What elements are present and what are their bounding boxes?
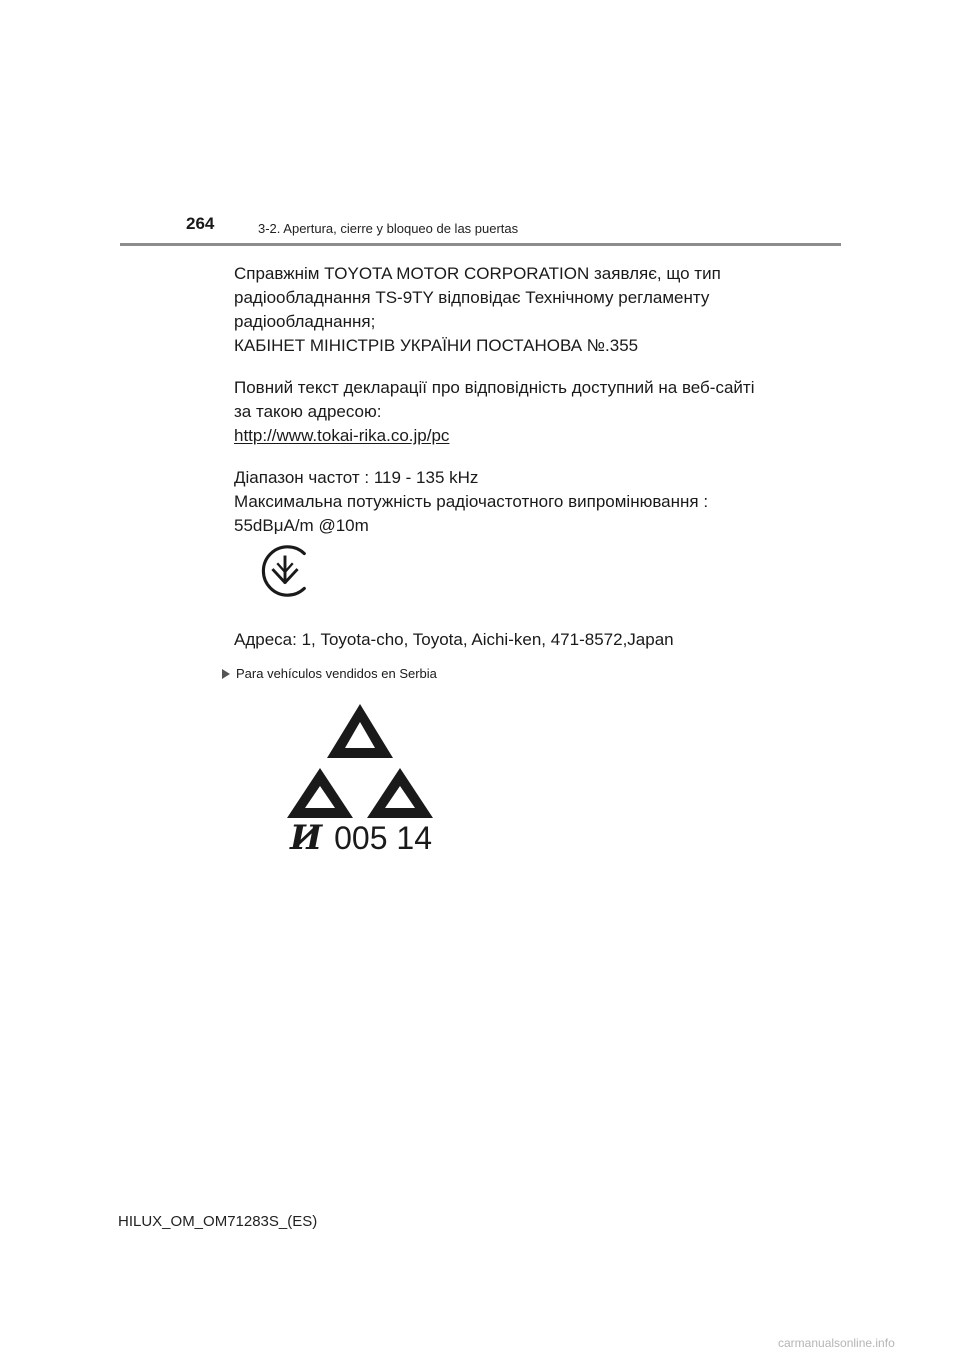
serbia-conformity-triangles-icon <box>284 702 436 820</box>
bullet-triangle-icon <box>222 669 230 679</box>
declaration-url-link[interactable]: http://www.tokai-rika.co.jp/pc <box>234 426 450 445</box>
declaration-line: Максимальна потужність радіочастотного випромінювання : <box>234 492 709 511</box>
address-line: Адреса: 1, Toyota-cho, Toyota, Aichi-ken, 471-8572,Japan <box>234 630 674 649</box>
ukraine-conformity-mark-icon <box>256 542 314 600</box>
document-code: HILUX_OM_OM71283S_(ES) <box>118 1213 318 1230</box>
declaration-paragraph-3 <box>234 466 708 538</box>
serbia-bullet-label: Para vehículos vendidos en Serbia <box>236 666 437 681</box>
serbia-approval-letter: И <box>290 818 323 858</box>
declaration-line: КАБІНЕТ МІНІСТРІВ УКРАЇНИ ПОСТАНОВА №.355 <box>234 336 639 355</box>
declaration-paragraph-2 <box>234 376 754 448</box>
serbia-bullet <box>222 666 437 681</box>
section-title: 3-2. Apertura, cierre y bloqueo de las puertas <box>258 221 519 236</box>
declaration-line: Справжнім TOYOTA MOTOR CORPORATION заявляє, що тип <box>234 264 721 283</box>
watermark: carmanualsonline.info <box>778 1336 895 1350</box>
serbia-approval-number: 005 14 <box>334 820 432 856</box>
serbia-approval-code <box>290 818 432 858</box>
page-number: 264 <box>186 214 215 233</box>
declaration-paragraph-1 <box>234 262 721 358</box>
declaration-line: радіообладнання TS-9TY відповідає Технічному регламенту <box>234 288 710 307</box>
declaration-line: Діапазон частот : 119 - 135 kHz <box>234 468 479 487</box>
declaration-line: Повний текст декларації про відповідність доступний на веб-сайті <box>234 378 755 397</box>
declaration-line: за такою адресою: <box>234 402 382 421</box>
declaration-line: 55dBμA/m @10m <box>234 516 369 535</box>
declaration-line: радіообладнання; <box>234 312 376 331</box>
header-divider <box>120 243 841 246</box>
